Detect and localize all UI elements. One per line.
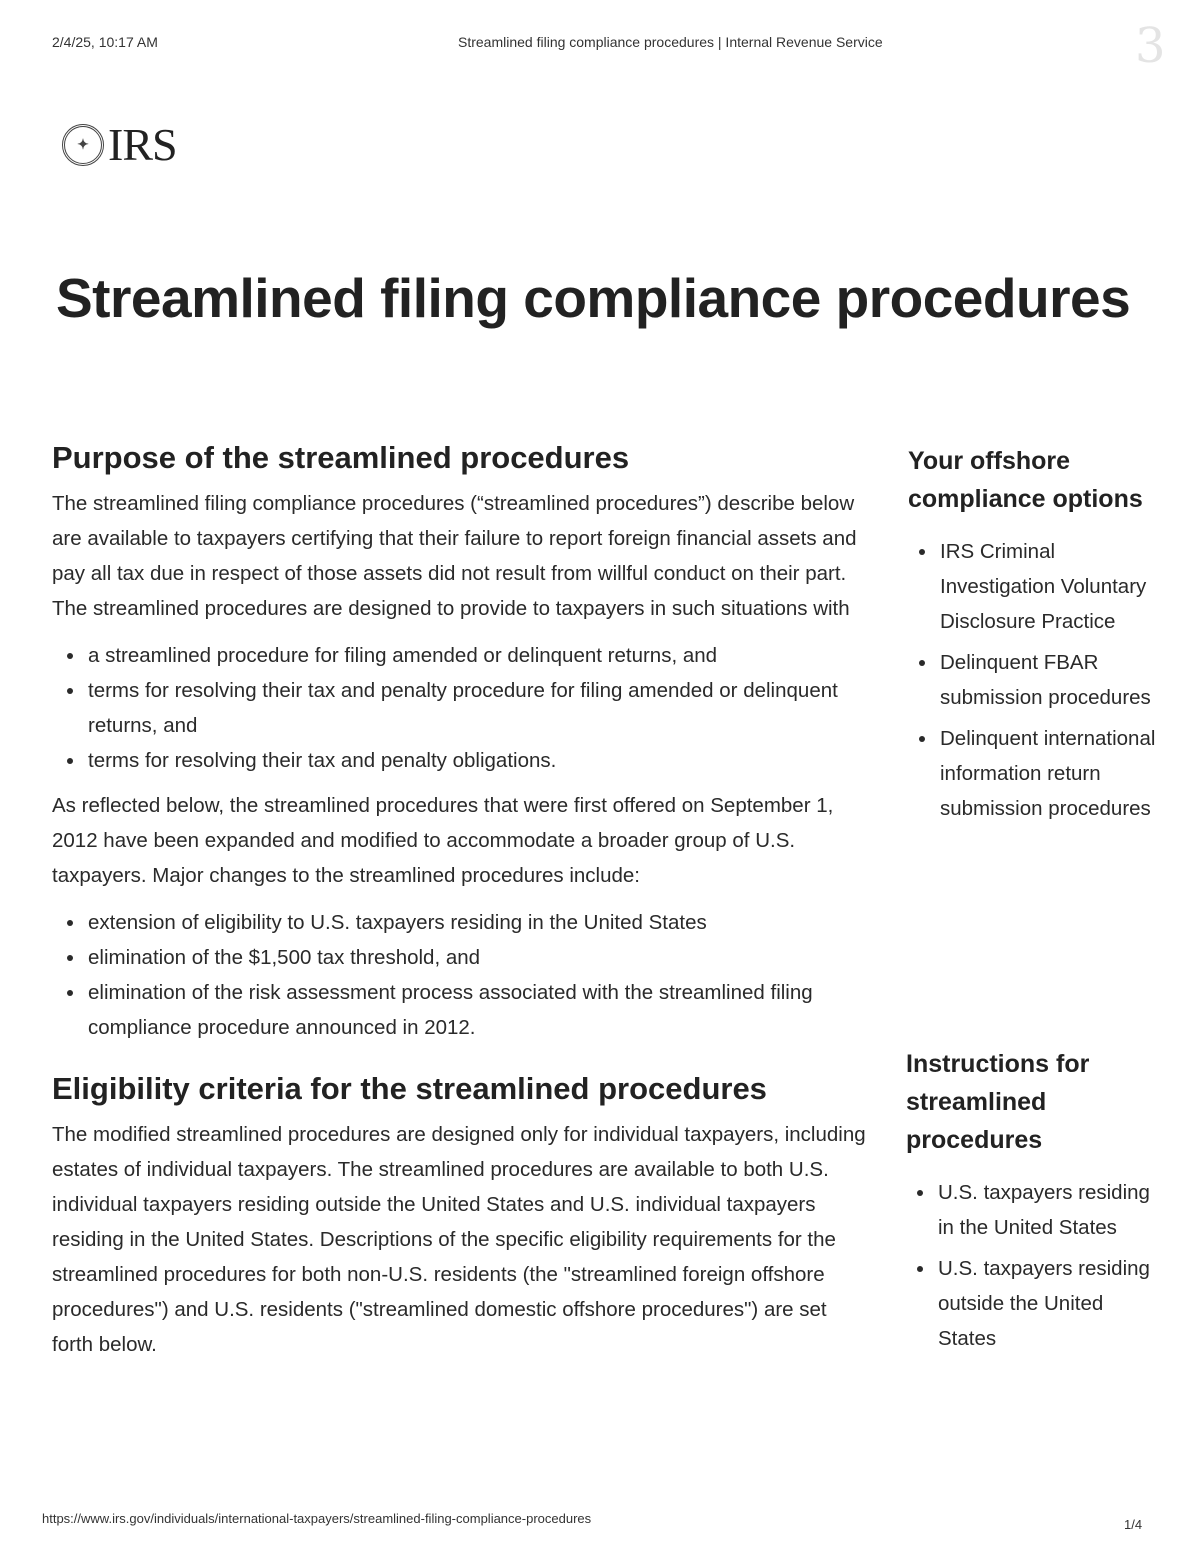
list-item: • elimination of the $1,500 tax threshold, and: [86, 940, 872, 975]
sidebar-link-us-residents[interactable]: • U.S. taxpayers residing in the United States: [936, 1175, 1166, 1245]
list-item: • terms for resolving their tax and penalty procedure for filing amended or delinquent returns, and: [86, 673, 872, 743]
sidebar-link-delinquent-fbar[interactable]: • Delinquent FBAR submission procedures: [938, 645, 1168, 715]
print-url: https://www.irs.gov/individuals/international-taxpayers/streamlined-filing-compliance-procedures: [42, 1511, 592, 1526]
page-title: Streamlined filing compliance procedures: [56, 267, 1131, 329]
sidebar-offshore-options: [908, 442, 1168, 832]
changes-intro: As reflected below, the streamlined procedures that were first offered on September 1, 2012 have been expanded and modified to accommodate a broader group of U.S. taxpayers. Major changes to the streamlined procedures include:: [52, 794, 834, 887]
purpose-heading: Purpose of the streamlined procedures: [52, 440, 630, 475]
sidebar-link-non-us-residents[interactable]: • U.S. taxpayers residing outside the United States: [936, 1251, 1166, 1356]
sidebar-link-voluntary-disclosure[interactable]: • IRS Criminal Investigation Voluntary Disclosure Practice: [938, 534, 1168, 639]
eligibility-heading: Eligibility criteria for the streamlined procedures: [52, 1071, 767, 1106]
list-item: • a streamlined procedure for filing amended or delinquent returns, and: [86, 638, 872, 673]
irs-logo[interactable]: [62, 118, 177, 171]
print-page-number: 1/4: [1124, 1517, 1143, 1532]
purpose-list: [52, 638, 872, 778]
print-datetime: 2/4/25, 10:17 AM: [52, 34, 158, 50]
list-item: • extension of eligibility to U.S. taxpayers residing in the United States: [86, 905, 872, 940]
changes-list: [52, 905, 872, 1045]
sidebar-instructions: [906, 1045, 1166, 1362]
sidebar-link-delinquent-info-return[interactable]: • Delinquent international information return submission procedures: [938, 721, 1168, 826]
list-item: • terms for resolving their tax and penalty obligations.: [86, 743, 872, 778]
handwritten-page-mark: 3: [1135, 18, 1166, 74]
print-page-title: Streamlined filing compliance procedures | Internal Revenue Service: [458, 34, 883, 50]
main-content: [52, 436, 872, 1362]
purpose-intro: The streamlined filing compliance procedures (“streamlined procedures”) describe below are available to taxpayers certifying that their failure to report foreign financial assets and pay all tax due in respect of those assets did not result from willful conduct on their part. The streamlined procedures are designed to provide to taxpayers in such situations with: [52, 492, 857, 620]
sidebar-heading: Instructions for streamlined procedures: [906, 1050, 1090, 1154]
eligibility-body: The modified streamlined procedures are designed only for individual taxpayers, including estates of individual taxpayers. The streamlined procedures are available to both U.S. individual taxpayers residing outside the United States and U.S. individual taxpayers residing in the United States. Descriptions of the specific eligibility requirements for the streamlined procedures for both non-U.S. residents (the "streamlined foreign offshore procedures") and U.S. residents ("streamlined domestic offshore procedures") are set forth below.: [52, 1123, 866, 1356]
logo-text: IRS: [108, 119, 177, 170]
list-item: • elimination of the risk assessment process associated with the streamlined filing compliance procedure announced in 2012.: [86, 975, 872, 1045]
eagle-seal-icon: ✦: [62, 124, 104, 166]
sidebar-heading: Your offshore compliance options: [908, 447, 1143, 513]
